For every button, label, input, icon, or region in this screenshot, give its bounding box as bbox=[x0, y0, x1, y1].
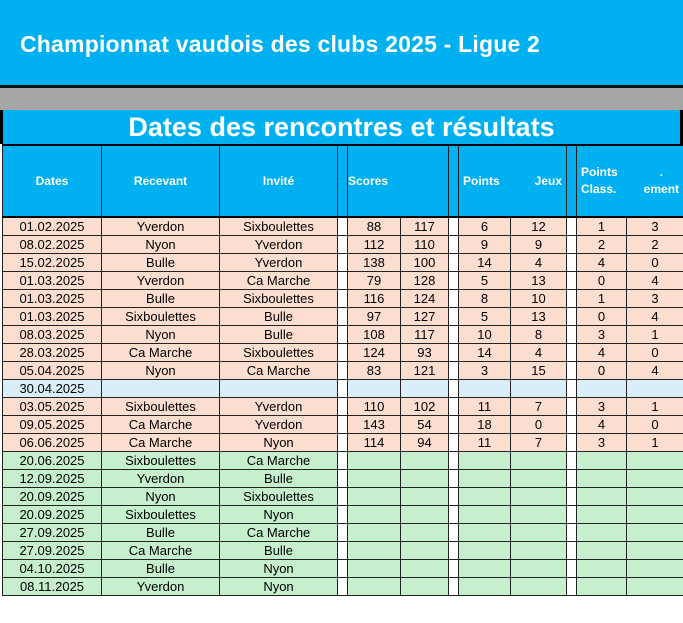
cell-class-home bbox=[577, 524, 627, 542]
cell-recevant: Sixboulettes bbox=[102, 452, 220, 470]
cell-invite: Nyon bbox=[220, 578, 338, 596]
cell-score-home: 124 bbox=[348, 344, 401, 362]
cell-points-home: 14 bbox=[459, 254, 511, 272]
cell-points-home bbox=[459, 380, 511, 398]
cell-class-home: 1 bbox=[577, 217, 627, 236]
cell-class-away: 4 bbox=[627, 308, 683, 326]
cell-class-away bbox=[627, 488, 683, 506]
cell-separator bbox=[338, 272, 348, 290]
cell-recevant bbox=[102, 380, 220, 398]
cell-date: 20.09.2025 bbox=[3, 506, 102, 524]
cell-points-away: 9 bbox=[511, 236, 567, 254]
cell-points-home bbox=[459, 578, 511, 596]
cell-date: 06.06.2025 bbox=[3, 434, 102, 452]
cell-points-away: 4 bbox=[511, 254, 567, 272]
cell-class-away bbox=[627, 578, 683, 596]
cell-score-home bbox=[348, 524, 401, 542]
cell-date: 01.03.2025 bbox=[3, 290, 102, 308]
cell-recevant: Bulle bbox=[102, 524, 220, 542]
cell-recevant: Ca Marche bbox=[102, 416, 220, 434]
cell-separator bbox=[567, 380, 577, 398]
cell-separator bbox=[567, 452, 577, 470]
cell-separator bbox=[338, 488, 348, 506]
cell-score-away bbox=[401, 542, 449, 560]
cell-class-away bbox=[627, 542, 683, 560]
cell-invite: Nyon bbox=[220, 434, 338, 452]
col-separator bbox=[338, 145, 348, 217]
cell-separator bbox=[338, 290, 348, 308]
cell-class-home: 4 bbox=[577, 254, 627, 272]
cell-invite: Sixboulettes bbox=[220, 217, 338, 236]
cell-points-away: 7 bbox=[511, 398, 567, 416]
cell-score-away bbox=[401, 524, 449, 542]
cell-class-home: 0 bbox=[577, 308, 627, 326]
cell-points-home bbox=[459, 452, 511, 470]
cell-separator bbox=[567, 434, 577, 452]
table-row bbox=[3, 452, 683, 470]
cell-class-home bbox=[577, 560, 627, 578]
cell-separator bbox=[449, 560, 459, 578]
cell-class-away: 4 bbox=[627, 272, 683, 290]
cell-points-away: 13 bbox=[511, 308, 567, 326]
cell-date: 09.05.2025 bbox=[3, 416, 102, 434]
cell-separator bbox=[449, 434, 459, 452]
cell-score-home bbox=[348, 380, 401, 398]
cell-invite: Bulle bbox=[220, 542, 338, 560]
cell-points-away bbox=[511, 578, 567, 596]
cell-separator bbox=[449, 506, 459, 524]
cell-separator bbox=[338, 254, 348, 272]
cell-score-home: 138 bbox=[348, 254, 401, 272]
cell-recevant: Bulle bbox=[102, 290, 220, 308]
cell-separator bbox=[567, 560, 577, 578]
cell-score-home: 97 bbox=[348, 308, 401, 326]
cell-score-away: 102 bbox=[401, 398, 449, 416]
table-row bbox=[3, 290, 683, 308]
cell-separator bbox=[567, 290, 577, 308]
cell-recevant: Ca Marche bbox=[102, 344, 220, 362]
cell-date: 20.09.2025 bbox=[3, 488, 102, 506]
cell-points-home: 11 bbox=[459, 434, 511, 452]
cell-score-home: 143 bbox=[348, 416, 401, 434]
table-row bbox=[3, 560, 683, 578]
cell-score-home bbox=[348, 542, 401, 560]
cell-score-away bbox=[401, 488, 449, 506]
cell-points-away bbox=[511, 380, 567, 398]
cell-invite: Sixboulettes bbox=[220, 344, 338, 362]
cell-separator bbox=[567, 272, 577, 290]
table-row bbox=[3, 272, 683, 290]
cell-separator bbox=[338, 470, 348, 488]
col-header-recevant: Recevant bbox=[102, 145, 220, 217]
cell-class-home: 3 bbox=[577, 326, 627, 344]
cell-separator bbox=[338, 326, 348, 344]
cell-points-home: 5 bbox=[459, 308, 511, 326]
cell-invite: Ca Marche bbox=[220, 362, 338, 380]
cell-score-home: 112 bbox=[348, 236, 401, 254]
table-row bbox=[3, 524, 683, 542]
cell-score-away: 100 bbox=[401, 254, 449, 272]
cell-recevant: Yverdon bbox=[102, 470, 220, 488]
cell-invite: Ca Marche bbox=[220, 452, 338, 470]
cell-recevant: Sixboulettes bbox=[102, 398, 220, 416]
col-header-jeux: Jeux bbox=[534, 174, 562, 188]
table-row bbox=[3, 578, 683, 596]
cell-invite: Sixboulettes bbox=[220, 290, 338, 308]
cell-class-home bbox=[577, 470, 627, 488]
cell-date: 05.04.2025 bbox=[3, 362, 102, 380]
cell-separator bbox=[449, 488, 459, 506]
cell-score-home: 79 bbox=[348, 272, 401, 290]
cell-recevant: Nyon bbox=[102, 362, 220, 380]
cell-separator bbox=[449, 470, 459, 488]
cell-points-away bbox=[511, 470, 567, 488]
cell-separator bbox=[567, 217, 577, 236]
cell-score-away bbox=[401, 470, 449, 488]
col-header-class-line2b: ement bbox=[643, 182, 680, 196]
col-separator bbox=[449, 145, 459, 217]
col-header-points-jeux bbox=[459, 145, 567, 217]
cell-separator bbox=[449, 452, 459, 470]
cell-score-away bbox=[401, 506, 449, 524]
table-row bbox=[3, 308, 683, 326]
cell-class-away: 3 bbox=[627, 290, 683, 308]
cell-points-away bbox=[511, 506, 567, 524]
cell-points-away: 0 bbox=[511, 416, 567, 434]
cell-invite: Yverdon bbox=[220, 398, 338, 416]
cell-invite: Ca Marche bbox=[220, 272, 338, 290]
col-header-invite: Invité bbox=[220, 145, 338, 217]
cell-class-home: 2 bbox=[577, 236, 627, 254]
cell-points-away: 7 bbox=[511, 434, 567, 452]
cell-separator bbox=[338, 506, 348, 524]
col-header-class-dot: . bbox=[659, 165, 664, 179]
col-separator bbox=[567, 145, 577, 217]
cell-separator bbox=[449, 308, 459, 326]
cell-points-away bbox=[511, 524, 567, 542]
cell-separator bbox=[567, 326, 577, 344]
cell-separator bbox=[449, 362, 459, 380]
cell-separator bbox=[449, 416, 459, 434]
section-title: Dates des rencontres et résultats bbox=[128, 112, 555, 142]
cell-score-home bbox=[348, 488, 401, 506]
cell-points-home: 10 bbox=[459, 326, 511, 344]
cell-recevant: Yverdon bbox=[102, 578, 220, 596]
col-header-scores: Scores bbox=[348, 145, 449, 217]
cell-date: 08.02.2025 bbox=[3, 236, 102, 254]
cell-score-away bbox=[401, 578, 449, 596]
cell-class-away: 2 bbox=[627, 236, 683, 254]
cell-score-home bbox=[348, 578, 401, 596]
cell-separator bbox=[449, 236, 459, 254]
cell-separator bbox=[567, 488, 577, 506]
table-row bbox=[3, 344, 683, 362]
cell-separator bbox=[567, 578, 577, 596]
table-row bbox=[3, 254, 683, 272]
cell-class-away: 1 bbox=[627, 326, 683, 344]
cell-points-away bbox=[511, 452, 567, 470]
cell-score-away: 117 bbox=[401, 326, 449, 344]
cell-score-home: 88 bbox=[348, 217, 401, 236]
cell-points-away: 13 bbox=[511, 272, 567, 290]
cell-separator bbox=[338, 452, 348, 470]
table-row bbox=[3, 488, 683, 506]
table-row bbox=[3, 380, 683, 398]
cell-class-away bbox=[627, 452, 683, 470]
cell-separator bbox=[338, 308, 348, 326]
cell-points-home: 3 bbox=[459, 362, 511, 380]
cell-points-home: 5 bbox=[459, 272, 511, 290]
cell-score-home bbox=[348, 452, 401, 470]
cell-separator bbox=[567, 344, 577, 362]
cell-date: 01.03.2025 bbox=[3, 308, 102, 326]
cell-separator bbox=[449, 398, 459, 416]
cell-class-away: 4 bbox=[627, 362, 683, 380]
cell-separator bbox=[338, 434, 348, 452]
cell-class-home: 3 bbox=[577, 398, 627, 416]
cell-score-home: 116 bbox=[348, 290, 401, 308]
cell-separator bbox=[449, 217, 459, 236]
cell-recevant: Bulle bbox=[102, 254, 220, 272]
table-row bbox=[3, 506, 683, 524]
cell-date: 04.10.2025 bbox=[3, 560, 102, 578]
page-title: Championnat vaudois des clubs 2025 - Ligue 2 bbox=[20, 31, 541, 57]
col-header-classement bbox=[577, 145, 683, 217]
table-row bbox=[3, 362, 683, 380]
header-row bbox=[3, 145, 683, 217]
cell-invite: Yverdon bbox=[220, 236, 338, 254]
cell-invite: Ca Marche bbox=[220, 524, 338, 542]
cell-recevant: Yverdon bbox=[102, 217, 220, 236]
cell-recevant: Nyon bbox=[102, 236, 220, 254]
col-header-class-line2a: Class. bbox=[581, 182, 617, 196]
cell-recevant: Sixboulettes bbox=[102, 308, 220, 326]
cell-separator bbox=[567, 308, 577, 326]
cell-invite: Yverdon bbox=[220, 416, 338, 434]
cell-recevant: Bulle bbox=[102, 560, 220, 578]
cell-score-home: 110 bbox=[348, 398, 401, 416]
cell-invite: Sixboulettes bbox=[220, 488, 338, 506]
cell-separator bbox=[567, 506, 577, 524]
cell-invite bbox=[220, 380, 338, 398]
cell-points-away: 15 bbox=[511, 362, 567, 380]
cell-separator bbox=[449, 542, 459, 560]
cell-class-away bbox=[627, 470, 683, 488]
cell-separator bbox=[567, 470, 577, 488]
table-row bbox=[3, 542, 683, 560]
cell-class-away: 1 bbox=[627, 398, 683, 416]
cell-class-home: 1 bbox=[577, 290, 627, 308]
cell-class-home: 0 bbox=[577, 362, 627, 380]
cell-score-home bbox=[348, 506, 401, 524]
results-table bbox=[2, 144, 683, 596]
cell-date: 08.11.2025 bbox=[3, 578, 102, 596]
cell-points-home: 6 bbox=[459, 217, 511, 236]
cell-date: 03.05.2025 bbox=[3, 398, 102, 416]
cell-invite: Bulle bbox=[220, 470, 338, 488]
title-banner bbox=[0, 0, 683, 88]
cell-points-home bbox=[459, 470, 511, 488]
cell-separator bbox=[338, 416, 348, 434]
cell-score-home: 108 bbox=[348, 326, 401, 344]
separator-band bbox=[0, 88, 683, 110]
cell-date: 12.09.2025 bbox=[3, 470, 102, 488]
cell-class-away: 3 bbox=[627, 217, 683, 236]
cell-class-away bbox=[627, 506, 683, 524]
cell-class-home: 0 bbox=[577, 272, 627, 290]
cell-class-away: 0 bbox=[627, 416, 683, 434]
cell-points-away bbox=[511, 560, 567, 578]
cell-points-home: 14 bbox=[459, 344, 511, 362]
cell-separator bbox=[449, 254, 459, 272]
col-header-class-line1: Points bbox=[581, 165, 618, 179]
cell-class-home bbox=[577, 578, 627, 596]
cell-recevant: Nyon bbox=[102, 488, 220, 506]
cell-date: 01.03.2025 bbox=[3, 272, 102, 290]
cell-separator bbox=[338, 362, 348, 380]
cell-class-away: 1 bbox=[627, 434, 683, 452]
cell-separator bbox=[449, 272, 459, 290]
cell-recevant: Sixboulettes bbox=[102, 506, 220, 524]
cell-separator bbox=[567, 362, 577, 380]
cell-score-away bbox=[401, 380, 449, 398]
col-header-dates: Dates bbox=[3, 145, 102, 217]
cell-points-home bbox=[459, 560, 511, 578]
cell-separator bbox=[449, 326, 459, 344]
cell-score-home bbox=[348, 560, 401, 578]
cell-separator bbox=[338, 398, 348, 416]
cell-separator bbox=[338, 542, 348, 560]
cell-separator bbox=[338, 560, 348, 578]
table-row bbox=[3, 470, 683, 488]
cell-class-home: 4 bbox=[577, 344, 627, 362]
cell-class-away: 0 bbox=[627, 344, 683, 362]
cell-score-away bbox=[401, 452, 449, 470]
cell-class-home bbox=[577, 488, 627, 506]
cell-date: 08.03.2025 bbox=[3, 326, 102, 344]
table-row bbox=[3, 326, 683, 344]
cell-separator bbox=[338, 217, 348, 236]
cell-score-away: 124 bbox=[401, 290, 449, 308]
table-row bbox=[3, 236, 683, 254]
cell-separator bbox=[567, 542, 577, 560]
cell-recevant: Ca Marche bbox=[102, 434, 220, 452]
cell-class-home: 3 bbox=[577, 434, 627, 452]
cell-class-away bbox=[627, 380, 683, 398]
cell-class-away: 0 bbox=[627, 254, 683, 272]
table-row bbox=[3, 217, 683, 236]
table-row bbox=[3, 398, 683, 416]
cell-score-away: 93 bbox=[401, 344, 449, 362]
cell-separator bbox=[449, 380, 459, 398]
cell-separator bbox=[449, 290, 459, 308]
cell-separator bbox=[567, 524, 577, 542]
cell-score-away: 121 bbox=[401, 362, 449, 380]
cell-recevant: Yverdon bbox=[102, 272, 220, 290]
cell-points-home: 18 bbox=[459, 416, 511, 434]
cell-score-away: 128 bbox=[401, 272, 449, 290]
cell-date: 20.06.2025 bbox=[3, 452, 102, 470]
cell-invite: Nyon bbox=[220, 506, 338, 524]
cell-points-home: 11 bbox=[459, 398, 511, 416]
cell-points-away: 10 bbox=[511, 290, 567, 308]
cell-recevant: Nyon bbox=[102, 326, 220, 344]
cell-points-home: 8 bbox=[459, 290, 511, 308]
section-header bbox=[0, 110, 683, 144]
cell-score-away: 94 bbox=[401, 434, 449, 452]
cell-separator bbox=[449, 578, 459, 596]
cell-date: 27.09.2025 bbox=[3, 542, 102, 560]
cell-score-away: 127 bbox=[401, 308, 449, 326]
cell-class-home bbox=[577, 506, 627, 524]
cell-points-away bbox=[511, 488, 567, 506]
cell-points-away: 4 bbox=[511, 344, 567, 362]
cell-class-home bbox=[577, 542, 627, 560]
cell-points-home bbox=[459, 542, 511, 560]
cell-points-home bbox=[459, 488, 511, 506]
cell-date: 01.02.2025 bbox=[3, 217, 102, 236]
cell-points-home bbox=[459, 506, 511, 524]
cell-score-away: 110 bbox=[401, 236, 449, 254]
cell-separator bbox=[338, 524, 348, 542]
cell-points-away: 12 bbox=[511, 217, 567, 236]
cell-class-away bbox=[627, 560, 683, 578]
cell-points-away: 8 bbox=[511, 326, 567, 344]
cell-score-away: 54 bbox=[401, 416, 449, 434]
cell-class-home: 4 bbox=[577, 416, 627, 434]
cell-points-home: 9 bbox=[459, 236, 511, 254]
cell-separator bbox=[567, 398, 577, 416]
cell-recevant: Ca Marche bbox=[102, 542, 220, 560]
cell-separator bbox=[567, 236, 577, 254]
cell-separator bbox=[338, 578, 348, 596]
cell-separator bbox=[338, 380, 348, 398]
cell-score-home: 83 bbox=[348, 362, 401, 380]
cell-score-away bbox=[401, 560, 449, 578]
cell-separator bbox=[567, 416, 577, 434]
cell-score-away: 117 bbox=[401, 217, 449, 236]
cell-date: 27.09.2025 bbox=[3, 524, 102, 542]
cell-class-home bbox=[577, 452, 627, 470]
cell-invite: Yverdon bbox=[220, 254, 338, 272]
table-row bbox=[3, 416, 683, 434]
cell-points-away bbox=[511, 542, 567, 560]
col-header-points: Points bbox=[463, 174, 500, 188]
cell-date: 15.02.2025 bbox=[3, 254, 102, 272]
cell-class-home bbox=[577, 380, 627, 398]
cell-invite: Bulle bbox=[220, 308, 338, 326]
cell-score-home bbox=[348, 470, 401, 488]
cell-date: 28.03.2025 bbox=[3, 344, 102, 362]
cell-separator bbox=[338, 344, 348, 362]
cell-invite: Bulle bbox=[220, 326, 338, 344]
cell-separator bbox=[567, 254, 577, 272]
cell-separator bbox=[449, 344, 459, 362]
cell-separator bbox=[449, 524, 459, 542]
cell-separator bbox=[338, 236, 348, 254]
cell-invite: Nyon bbox=[220, 560, 338, 578]
cell-date: 30.04.2025 bbox=[3, 380, 102, 398]
cell-score-home: 114 bbox=[348, 434, 401, 452]
table-row bbox=[3, 434, 683, 452]
cell-class-away bbox=[627, 524, 683, 542]
cell-points-home bbox=[459, 524, 511, 542]
